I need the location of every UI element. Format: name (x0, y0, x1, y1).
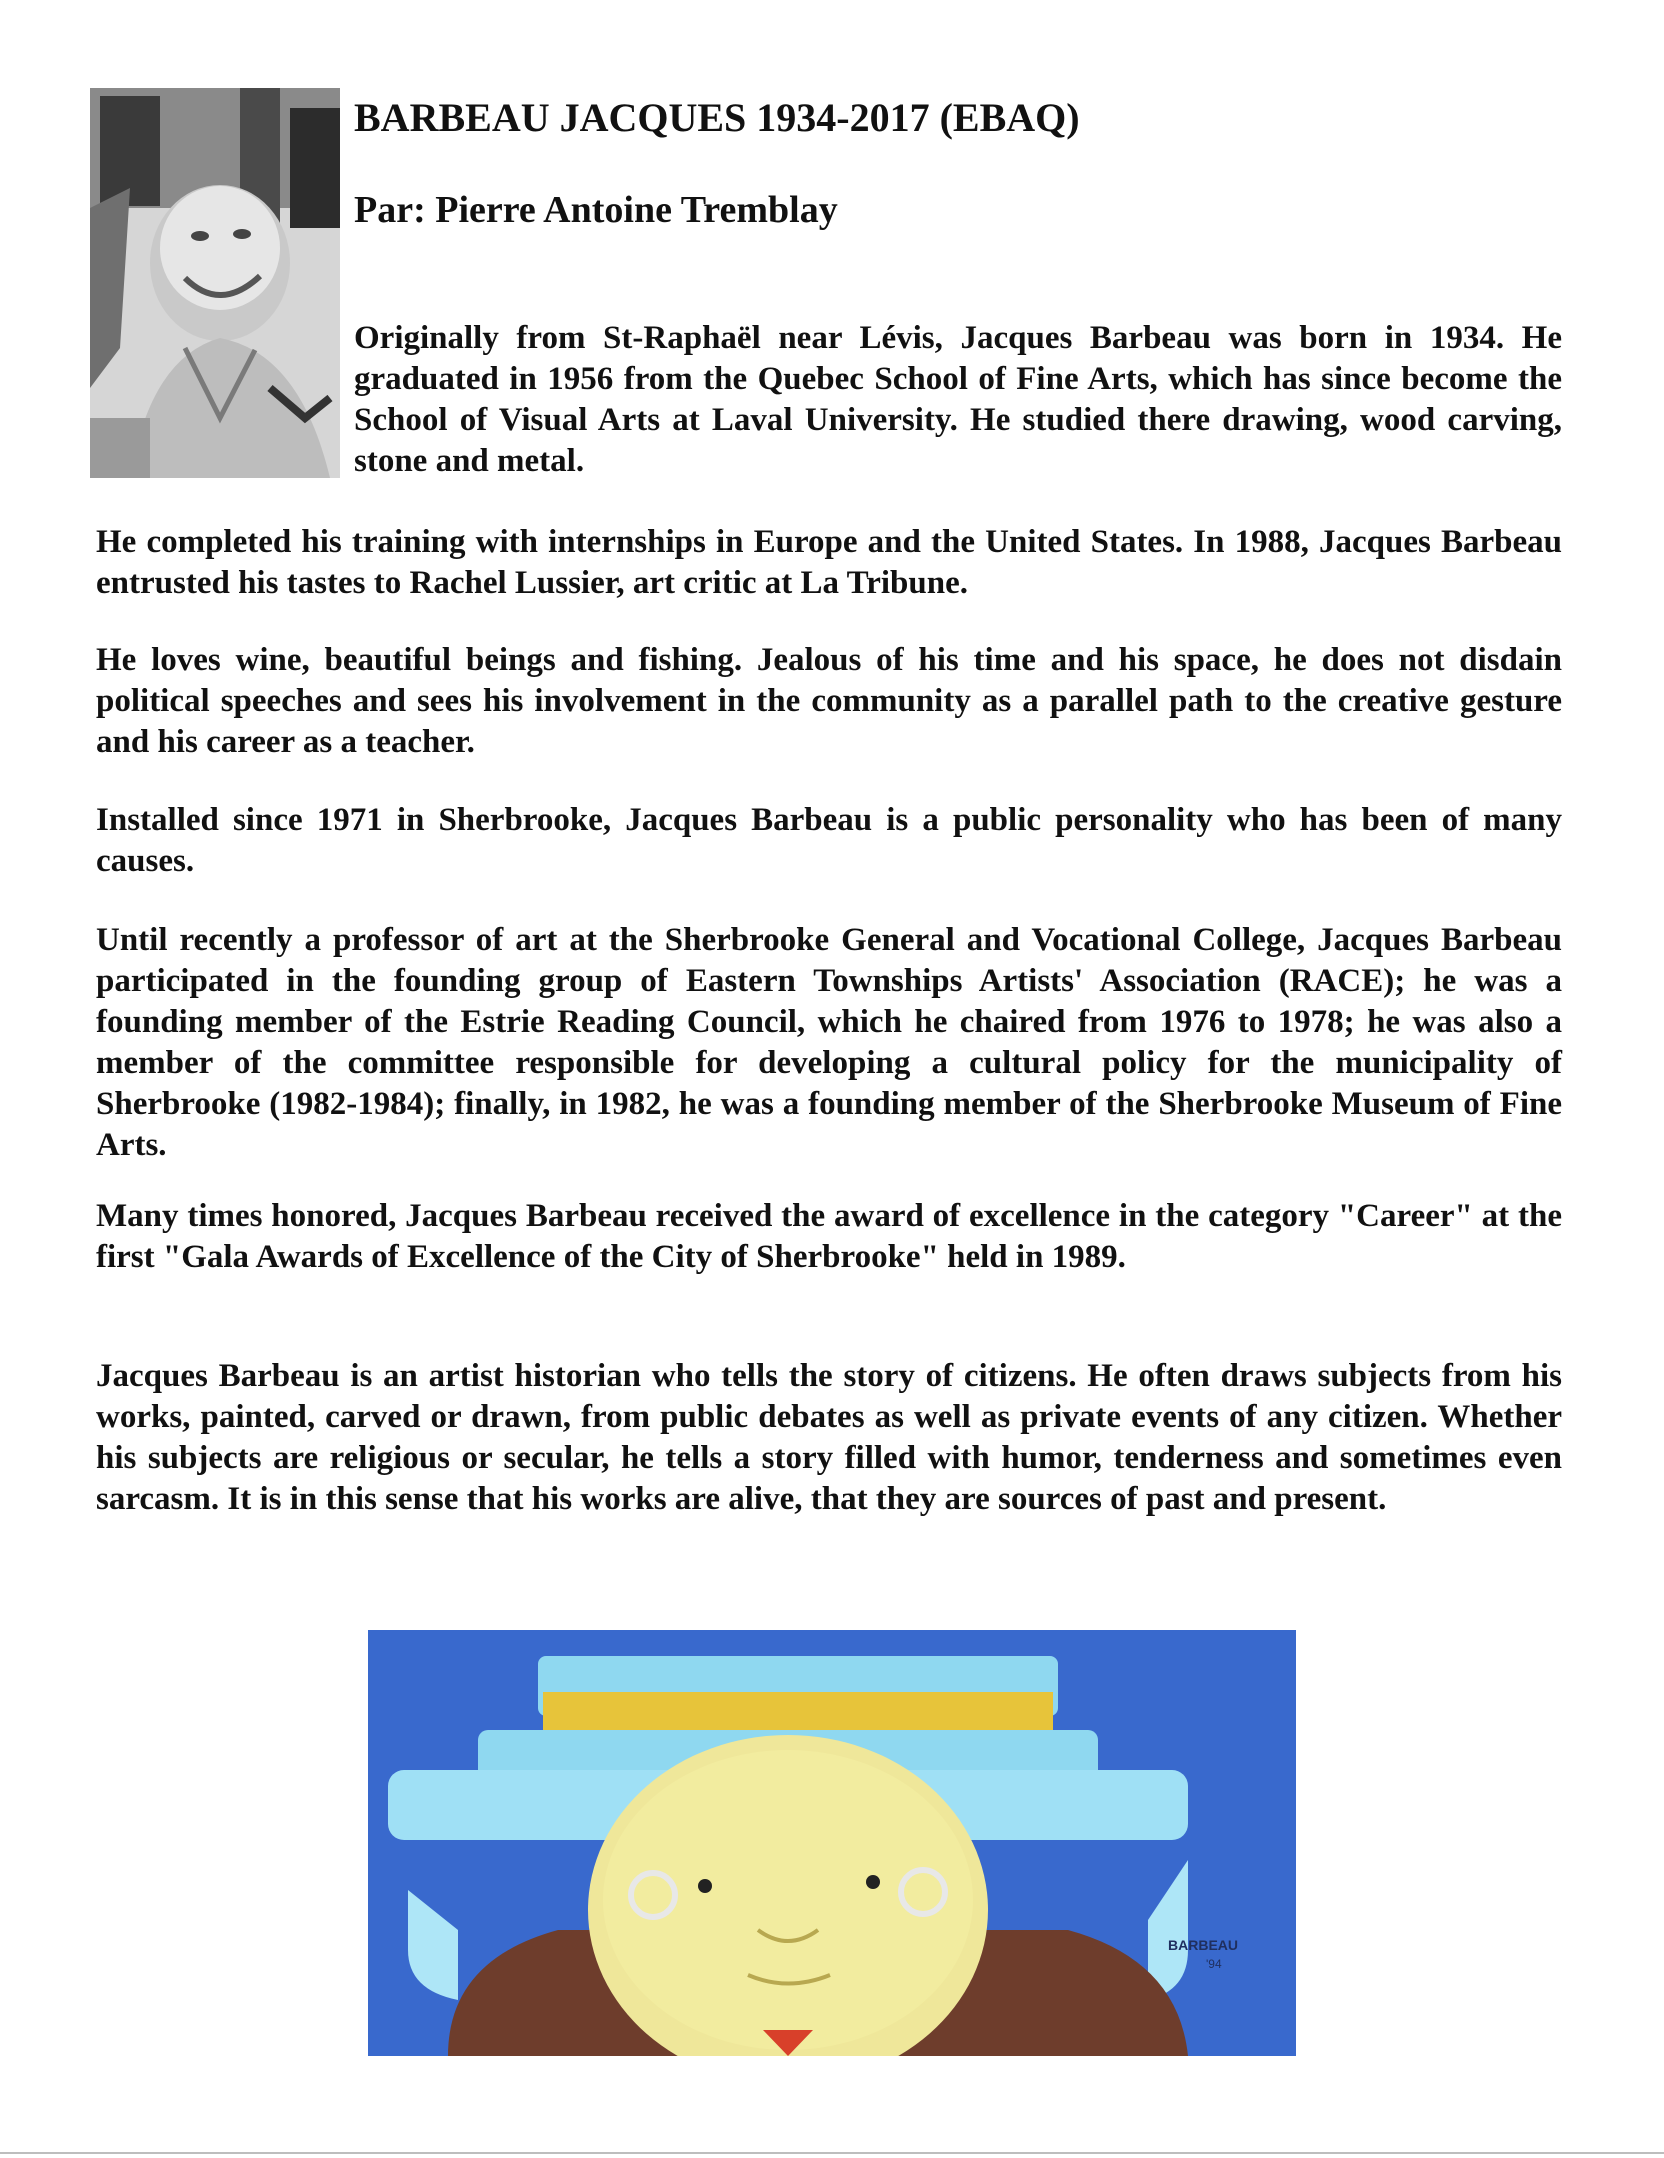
paragraph-interests: He loves wine, beautiful beings and fishing. Jealous of his time and his space, he does not disdain political speeches and sees his involvement in the community as a parallel path to the creative gesture and his career as a teacher. (96, 642, 1562, 760)
paragraph-career: Until recently a professor of art at the Sherbrooke General and Vocational College, Jacques Barbeau participated in the founding group of Eastern Townships Artists' Association (RACE); he was a founding member of the Estrie Reading Council, which he chaired from 1976 to 1978; he was also a member of the committee responsible for developing a cultural policy for the municipality of Sherbrooke (1982-1984); finally, in 1982, he was a founding member of the Sherbrooke Museum of Fine Arts. (96, 922, 1562, 1163)
bottom-rule (0, 2152, 1664, 2154)
paragraph-training: He completed his training with internships in Europe and the United States. In 1988, Jacques Barbeau entrusted his tastes to Rachel Lussier, art critic at La Tribune. (96, 524, 1562, 601)
author-byline: Par: Pierre Antoine Tremblay (354, 189, 838, 231)
paragraph-origins: Originally from St-Raphaël near Lévis, Jacques Barbeau was born in 1934. He graduated in 1956 from the Quebec School of Fine Arts, which has since become the School of Visual Arts at Laval University. He studied there drawing, wood carving, stone and metal. (354, 320, 1562, 479)
paragraph-honors: Many times honored, Jacques Barbeau received the award of excellence in the category "Career" at the first "Gala Awards of Excellence of the City of Sherbrooke" held in 1989. (96, 1198, 1562, 1275)
portrait-photo-graphic (90, 88, 340, 478)
painting-graphic (368, 1630, 1296, 2056)
page-title: BARBEAU JACQUES 1934-2017 (EBAQ) (354, 95, 1080, 140)
portrait-photo (90, 88, 340, 478)
painting-image (368, 1630, 1296, 2056)
paragraph-artistry: Jacques Barbeau is an artist historian who tells the story of citizens. He often draws subjects from his works, painted, carved or drawn, from public debates as well as private events of any citizen. Whether his subjects are religious or secular, he tells a story filled with humor, tenderness and sometimes even sarcasm. It is in this sense that his works are alive, that they are sources of past and present. (96, 1358, 1562, 1517)
svg-text:'94: '94 (1206, 1957, 1222, 1971)
painting-signature: BARBEAU (1168, 1937, 1238, 1953)
paragraph-sherbrooke: Installed since 1971 in Sherbrooke, Jacques Barbeau is a public personality who has been of many causes. (96, 802, 1562, 879)
